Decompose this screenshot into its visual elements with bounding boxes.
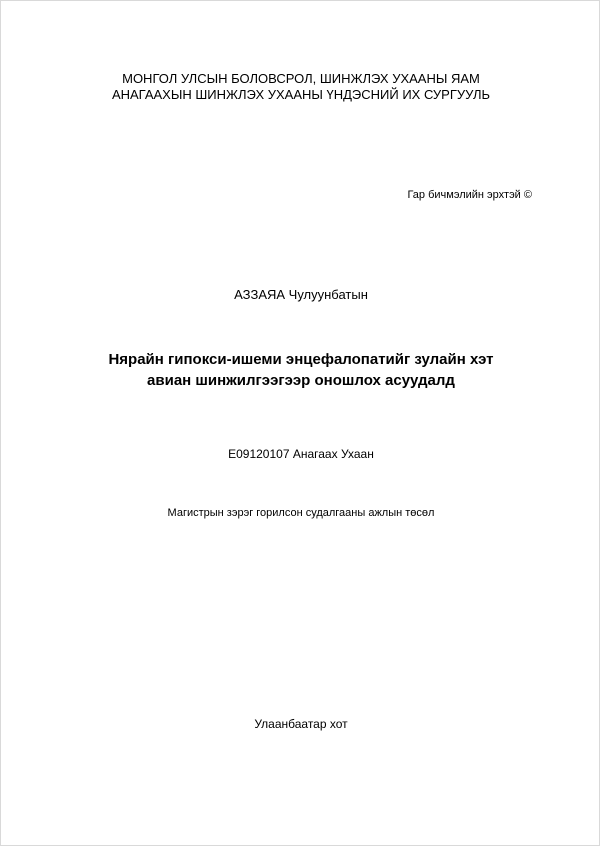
thesis-title-line-1: Нярайн гипокси-ишеми энцефалопатийг зулайн хэт: [108, 351, 494, 368]
author-name: АЗЗАЯА Чулуунбатын: [234, 287, 368, 302]
ministry-name: МОНГОЛ УЛСЫН БОЛОВСРОЛ, ШИНЖЛЭХ УХААНЫ ЯАМ: [122, 71, 480, 86]
specialty-code: E09120107 Анагаах Ухаан: [228, 447, 374, 461]
copyright-notice: Гар бичмэлийн эрхтэй ©: [407, 189, 532, 201]
degree-description: Магистрын зэрэг горилсон судалгааны ажлын төсөл: [167, 507, 435, 519]
city-name: Улаанбаатар хот: [254, 717, 348, 731]
university-name: АНАГААХЫН ШИНЖЛЭХ УХААНЫ ҮНДЭСНИЙ ИХ СУРГУУЛЬ: [111, 87, 491, 102]
thesis-title-line-2: авиан шинжилгээгээр оношлох асуудалд: [147, 372, 455, 389]
